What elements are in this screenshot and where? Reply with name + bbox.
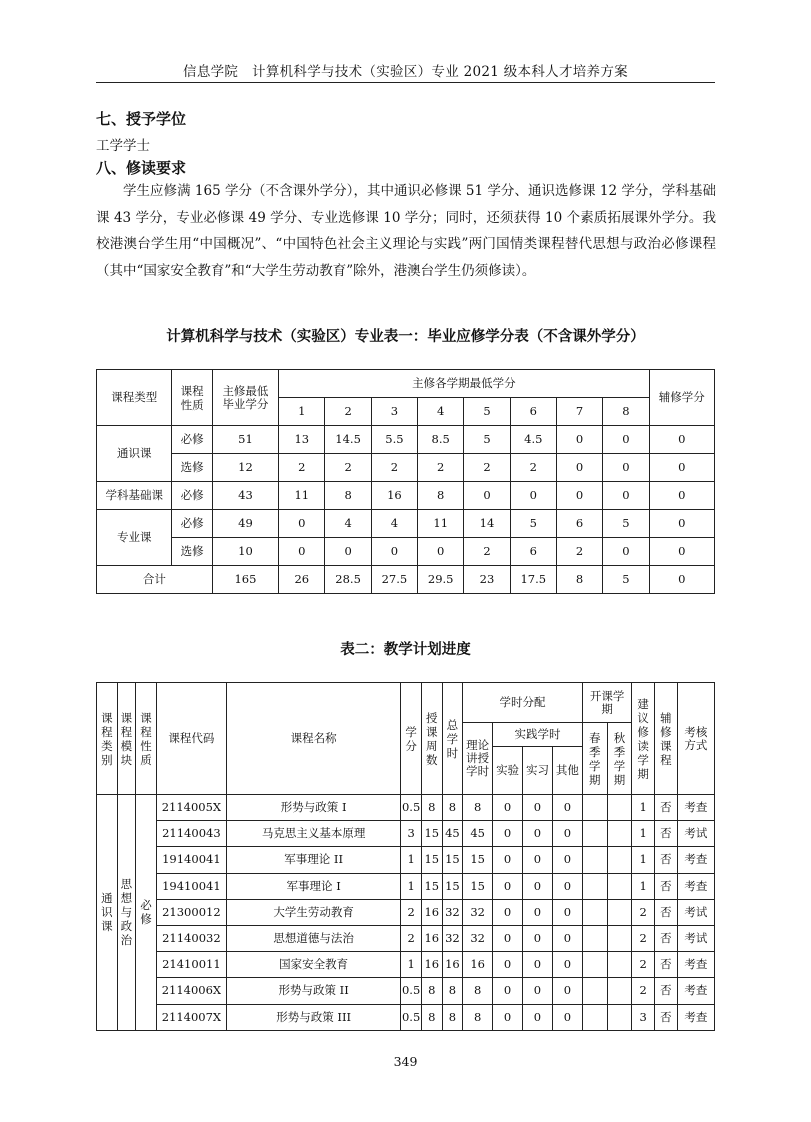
header-autumn-text: 秋季学期 xyxy=(613,730,626,787)
semester-credit-cell: 6 xyxy=(556,510,602,538)
weeks-cell: 15 xyxy=(421,873,442,899)
semester-credit-cell: 2 xyxy=(464,454,510,482)
header-hours-group: 学时分配 xyxy=(463,683,583,723)
weeks-cell: 15 xyxy=(421,821,442,847)
spring-cell xyxy=(582,847,607,873)
total-semester-cell: 23 xyxy=(464,566,510,594)
weeks-cell: 8 xyxy=(421,978,442,1004)
course-type-cell: 学科基础课 xyxy=(97,482,172,510)
header-hours-text: 总学时 xyxy=(446,717,459,760)
header-course-nature xyxy=(172,370,212,426)
minor-credit-cell: 0 xyxy=(649,454,714,482)
course-code-cell: 21140032 xyxy=(156,925,226,951)
course-row xyxy=(97,952,715,978)
header-nature-text: 课程性质 xyxy=(140,710,152,767)
header-open-group xyxy=(582,683,632,723)
lecture-hours-cell: 16 xyxy=(463,952,493,978)
hours-cell: 15 xyxy=(442,873,463,899)
course-nature-cell: 必修 xyxy=(172,482,212,510)
header-semester-4: 4 xyxy=(418,398,464,426)
credits-row xyxy=(97,482,715,510)
total-semester-cell: 8 xyxy=(556,566,602,594)
course-row xyxy=(97,795,715,821)
semester-credit-cell: 0 xyxy=(279,538,325,566)
minor-credit-cell: 0 xyxy=(649,538,714,566)
internship-cell: 0 xyxy=(523,795,553,821)
course-row xyxy=(97,1004,715,1030)
other-cell: 0 xyxy=(552,873,582,899)
semester-credit-cell: 5 xyxy=(464,426,510,454)
header-experiment: 实验 xyxy=(493,747,523,795)
header-hours xyxy=(442,683,463,795)
experiment-cell: 0 xyxy=(493,899,523,925)
autumn-cell xyxy=(607,925,632,951)
min-credits-cell: 51 xyxy=(212,426,278,454)
semester-credit-cell: 0 xyxy=(418,538,464,566)
page-header: 信息学院 计算机科学与技术（实验区）专业 2021 级本科人才培养方案 xyxy=(183,64,628,80)
semester-credit-cell: 0 xyxy=(556,454,602,482)
hours-cell: 8 xyxy=(442,978,463,1004)
header-minor-text: 辅修课程 xyxy=(660,710,672,767)
semester-credit-cell: 0 xyxy=(603,482,649,510)
course-code-cell: 21300012 xyxy=(156,899,226,925)
other-cell: 0 xyxy=(552,952,582,978)
experiment-cell: 0 xyxy=(493,1004,523,1030)
course-code-cell: 21410011 xyxy=(156,952,226,978)
suggested-semester-cell: 1 xyxy=(632,795,655,821)
autumn-cell xyxy=(607,873,632,899)
header-name: 课程名称 xyxy=(226,683,400,795)
weeks-cell: 16 xyxy=(421,925,442,951)
semester-credit-cell: 0 xyxy=(556,482,602,510)
credit-cell: 2 xyxy=(401,899,422,925)
group-module-text: 思想与政治 xyxy=(120,877,133,948)
course-name-cell: 形势与政策 I xyxy=(226,795,400,821)
header-suggested xyxy=(632,683,655,795)
min-credits-cell: 10 xyxy=(212,538,278,566)
lecture-hours-cell: 32 xyxy=(463,899,493,925)
header-internship: 实习 xyxy=(523,747,553,795)
course-type-cell: 通识课 xyxy=(97,426,172,482)
header-module-text: 课程模块 xyxy=(120,710,133,767)
header-credit xyxy=(401,683,422,795)
other-cell: 0 xyxy=(552,1004,582,1030)
spring-cell xyxy=(582,873,607,899)
credits-table xyxy=(96,369,715,594)
experiment-cell: 0 xyxy=(493,925,523,951)
semester-credit-cell: 0 xyxy=(279,510,325,538)
min-credits-cell: 43 xyxy=(212,482,278,510)
section-7-content: 工学学士 xyxy=(96,138,150,154)
semester-credit-cell: 0 xyxy=(325,538,371,566)
semester-credit-cell: 11 xyxy=(279,482,325,510)
semester-credit-cell: 5 xyxy=(510,510,556,538)
exam-method-cell: 考查 xyxy=(677,952,714,978)
lecture-hours-cell: 8 xyxy=(463,978,493,1004)
internship-cell: 0 xyxy=(523,952,553,978)
semester-credit-cell: 2 xyxy=(325,454,371,482)
header-weeks xyxy=(421,683,442,795)
minor-course-cell: 否 xyxy=(655,1004,678,1030)
header-spring-text: 春季学期 xyxy=(588,730,601,787)
exam-method-cell: 考试 xyxy=(677,925,714,951)
header-minor-credits: 辅修学分 xyxy=(649,370,714,426)
group-nature-cell xyxy=(136,795,157,1031)
total-label-cell: 合计 xyxy=(97,566,213,594)
hours-cell: 45 xyxy=(442,821,463,847)
hours-cell: 32 xyxy=(442,925,463,951)
other-cell: 0 xyxy=(552,899,582,925)
header-course-nature-text: 课程性质 xyxy=(180,383,204,412)
exam-method-cell: 考查 xyxy=(677,873,714,899)
minor-course-cell: 否 xyxy=(655,952,678,978)
header-min-credits-text: 主修最低毕业学分 xyxy=(222,383,269,411)
suggested-semester-cell: 1 xyxy=(632,847,655,873)
group-nature-text: 必修 xyxy=(140,898,152,927)
credits-row xyxy=(97,538,715,566)
course-row xyxy=(97,847,715,873)
header-rule xyxy=(96,82,715,83)
experiment-cell: 0 xyxy=(493,847,523,873)
group-category-text: 通识课 xyxy=(101,891,113,934)
semester-credit-cell: 13 xyxy=(279,426,325,454)
teaching-plan-table xyxy=(96,682,715,1031)
semester-credit-cell: 11 xyxy=(418,510,464,538)
course-nature-cell: 必修 xyxy=(172,426,212,454)
group-category-cell xyxy=(97,795,118,1031)
total-semester-cell: 28.5 xyxy=(325,566,371,594)
internship-cell: 0 xyxy=(523,847,553,873)
internship-cell: 0 xyxy=(523,899,553,925)
internship-cell: 0 xyxy=(523,873,553,899)
course-name-cell: 思想道德与法治 xyxy=(226,925,400,951)
course-name-cell: 军事理论 I xyxy=(226,873,400,899)
spring-cell xyxy=(582,795,607,821)
credit-cell: 1 xyxy=(401,847,422,873)
autumn-cell xyxy=(607,795,632,821)
other-cell: 0 xyxy=(552,795,582,821)
credit-cell: 3 xyxy=(401,821,422,847)
spring-cell xyxy=(582,821,607,847)
course-nature-cell: 选修 xyxy=(172,538,212,566)
experiment-cell: 0 xyxy=(493,795,523,821)
header-autumn xyxy=(607,723,632,795)
credits-row xyxy=(97,510,715,538)
course-code-cell: 2114005X xyxy=(156,795,226,821)
credit-cell: 0.5 xyxy=(401,978,422,1004)
credits-total-row xyxy=(97,566,715,594)
section-8-paragraph: 学生应修满 165 学分（不含课外学分），其中通识必修课 51 学分、通识选修课 12 学分，学科基础课 43 学分，专业必修课 49 学分、专业选修课 10 学分；同时，还须获得 10 个素质拓展课外学分。我校港澳台学生用“中国概况”、“中国特色社会主义理论与实践”两门国情类课程替代思想与政治必修课程（其中“国家安全教育”和“大学生劳动教育”除外，港澳台学生仍须修读）。 xyxy=(96,183,716,279)
header-semester-8: 8 xyxy=(603,398,649,426)
suggested-semester-cell: 1 xyxy=(632,821,655,847)
total-credits-cell: 165 xyxy=(212,566,278,594)
semester-credit-cell: 5 xyxy=(603,510,649,538)
course-code-cell: 2114007X xyxy=(156,1004,226,1030)
credit-cell: 1 xyxy=(401,952,422,978)
suggested-semester-cell: 2 xyxy=(632,978,655,1004)
header-open-group-text: 开课学期 xyxy=(589,688,625,716)
credit-cell: 2 xyxy=(401,925,422,951)
internship-cell: 0 xyxy=(523,821,553,847)
internship-cell: 0 xyxy=(523,925,553,951)
total-semester-cell: 27.5 xyxy=(371,566,417,594)
course-name-cell: 马克思主义基本原理 xyxy=(226,821,400,847)
minor-course-cell: 否 xyxy=(655,899,678,925)
section-8-title: 八、修读要求 xyxy=(96,159,187,177)
minor-course-cell: 否 xyxy=(655,978,678,1004)
semester-credit-cell: 4 xyxy=(325,510,371,538)
hours-cell: 32 xyxy=(442,899,463,925)
suggested-semester-cell: 1 xyxy=(632,873,655,899)
minor-credit-cell: 0 xyxy=(649,482,714,510)
autumn-cell xyxy=(607,847,632,873)
minor-course-cell: 否 xyxy=(655,795,678,821)
autumn-cell xyxy=(607,952,632,978)
spring-cell xyxy=(582,978,607,1004)
total-semester-cell: 17.5 xyxy=(510,566,556,594)
header-lecture xyxy=(463,723,493,795)
experiment-cell: 0 xyxy=(493,873,523,899)
credit-cell: 0.5 xyxy=(401,795,422,821)
total-minor-cell: 0 xyxy=(649,566,714,594)
autumn-cell xyxy=(607,899,632,925)
course-code-cell: 21140043 xyxy=(156,821,226,847)
header-category-text: 课程类别 xyxy=(101,710,113,767)
semester-credit-cell: 0 xyxy=(464,482,510,510)
autumn-cell xyxy=(607,821,632,847)
header-spring xyxy=(582,723,607,795)
group-module-cell xyxy=(117,795,136,1031)
header-minor xyxy=(655,683,678,795)
header-exam xyxy=(677,683,714,795)
semester-credit-cell: 0 xyxy=(510,482,556,510)
minor-course-cell: 否 xyxy=(655,873,678,899)
semester-credit-cell: 14 xyxy=(464,510,510,538)
course-name-cell: 形势与政策 III xyxy=(226,1004,400,1030)
header-semester-3: 3 xyxy=(371,398,417,426)
header-weeks-text: 授课周数 xyxy=(426,710,438,767)
semester-credit-cell: 2 xyxy=(371,454,417,482)
course-name-cell: 形势与政策 II xyxy=(226,978,400,1004)
semester-credit-cell: 4.5 xyxy=(510,426,556,454)
other-cell: 0 xyxy=(552,978,582,1004)
spring-cell xyxy=(582,899,607,925)
other-cell: 0 xyxy=(552,821,582,847)
course-nature-cell: 必修 xyxy=(172,510,212,538)
spring-cell xyxy=(582,952,607,978)
header-nature xyxy=(136,683,157,795)
minor-course-cell: 否 xyxy=(655,925,678,951)
lecture-hours-cell: 8 xyxy=(463,1004,493,1030)
lecture-hours-cell: 8 xyxy=(463,795,493,821)
other-cell: 0 xyxy=(552,847,582,873)
spring-cell xyxy=(582,925,607,951)
credits-row xyxy=(97,454,715,482)
lecture-hours-cell: 15 xyxy=(463,873,493,899)
course-row xyxy=(97,925,715,951)
suggested-semester-cell: 2 xyxy=(632,952,655,978)
header-semester-6: 6 xyxy=(510,398,556,426)
page-number: 349 xyxy=(393,1054,418,1069)
semester-credit-cell: 2 xyxy=(279,454,325,482)
semester-credit-cell: 5.5 xyxy=(371,426,417,454)
hours-cell: 8 xyxy=(442,1004,463,1030)
semester-credit-cell: 2 xyxy=(418,454,464,482)
semester-credit-cell: 0 xyxy=(603,426,649,454)
header-other: 其他 xyxy=(552,747,582,795)
header-semester-2: 2 xyxy=(325,398,371,426)
lecture-hours-cell: 45 xyxy=(463,821,493,847)
lecture-hours-cell: 32 xyxy=(463,925,493,951)
table2-caption: 表二：教学计划进度 xyxy=(340,642,471,658)
course-name-cell: 军事理论 II xyxy=(226,847,400,873)
minor-course-cell: 否 xyxy=(655,821,678,847)
exam-method-cell: 考查 xyxy=(677,1004,714,1030)
semester-credit-cell: 16 xyxy=(371,482,417,510)
section-7-title: 七、授予学位 xyxy=(96,110,187,128)
minor-credit-cell: 0 xyxy=(649,510,714,538)
course-code-cell: 2114006X xyxy=(156,978,226,1004)
header-semester-7: 7 xyxy=(556,398,602,426)
suggested-semester-cell: 3 xyxy=(632,1004,655,1030)
suggested-semester-cell: 2 xyxy=(632,899,655,925)
autumn-cell xyxy=(607,1004,632,1030)
semester-credit-cell: 2 xyxy=(556,538,602,566)
exam-method-cell: 考查 xyxy=(677,847,714,873)
suggested-semester-cell: 2 xyxy=(632,925,655,951)
course-code-cell: 19410041 xyxy=(156,873,226,899)
experiment-cell: 0 xyxy=(493,821,523,847)
header-semester-5: 5 xyxy=(464,398,510,426)
header-course-type: 课程类型 xyxy=(97,370,172,426)
experiment-cell: 0 xyxy=(493,952,523,978)
course-type-cell: 专业课 xyxy=(97,510,172,566)
course-nature-cell: 选修 xyxy=(172,454,212,482)
total-semester-cell: 5 xyxy=(603,566,649,594)
hours-cell: 8 xyxy=(442,795,463,821)
table1-caption: 计算机科学与技术（实验区）专业表一：毕业应修学分表（不含课外学分） xyxy=(166,329,645,345)
weeks-cell: 16 xyxy=(421,952,442,978)
header-lecture-text: 理论讲授学时 xyxy=(466,738,490,778)
credit-cell: 0.5 xyxy=(401,1004,422,1030)
lecture-hours-cell: 15 xyxy=(463,847,493,873)
semester-credit-cell: 0 xyxy=(603,538,649,566)
exam-method-cell: 考查 xyxy=(677,978,714,1004)
header-semester-group: 主修各学期最低学分 xyxy=(279,370,649,398)
exam-method-cell: 考试 xyxy=(677,899,714,925)
internship-cell: 0 xyxy=(523,1004,553,1030)
header-semester-1: 1 xyxy=(279,398,325,426)
course-row xyxy=(97,899,715,925)
semester-credit-cell: 8 xyxy=(325,482,371,510)
course-name-cell: 大学生劳动教育 xyxy=(226,899,400,925)
hours-cell: 16 xyxy=(442,952,463,978)
minor-course-cell: 否 xyxy=(655,847,678,873)
exam-method-cell: 考试 xyxy=(677,821,714,847)
course-name-cell: 国家安全教育 xyxy=(226,952,400,978)
semester-credit-cell: 2 xyxy=(464,538,510,566)
course-row xyxy=(97,821,715,847)
other-cell: 0 xyxy=(552,925,582,951)
credits-row xyxy=(97,426,715,454)
semester-credit-cell: 6 xyxy=(510,538,556,566)
semester-credit-cell: 2 xyxy=(510,454,556,482)
min-credits-cell: 49 xyxy=(212,510,278,538)
experiment-cell: 0 xyxy=(493,978,523,1004)
header-module xyxy=(117,683,136,795)
header-min-credits xyxy=(212,370,278,426)
total-semester-cell: 26 xyxy=(279,566,325,594)
header-suggested-text: 建议修读学期 xyxy=(637,696,649,781)
min-credits-cell: 12 xyxy=(212,454,278,482)
hours-cell: 15 xyxy=(442,847,463,873)
weeks-cell: 15 xyxy=(421,847,442,873)
header-category xyxy=(97,683,118,795)
course-code-cell: 19140041 xyxy=(156,847,226,873)
header-code: 课程代码 xyxy=(156,683,226,795)
semester-credit-cell: 0 xyxy=(603,454,649,482)
semester-credit-cell: 0 xyxy=(556,426,602,454)
internship-cell: 0 xyxy=(523,978,553,1004)
course-row xyxy=(97,873,715,899)
exam-method-cell: 考查 xyxy=(677,795,714,821)
weeks-cell: 16 xyxy=(421,899,442,925)
total-semester-cell: 29.5 xyxy=(418,566,464,594)
semester-credit-cell: 4 xyxy=(371,510,417,538)
weeks-cell: 8 xyxy=(421,795,442,821)
course-row xyxy=(97,978,715,1004)
header-exam-text: 考核方式 xyxy=(684,724,708,752)
weeks-cell: 8 xyxy=(421,1004,442,1030)
semester-credit-cell: 14.5 xyxy=(325,426,371,454)
header-credit-text: 学分 xyxy=(405,724,417,753)
semester-credit-cell: 8 xyxy=(418,482,464,510)
minor-credit-cell: 0 xyxy=(649,426,714,454)
autumn-cell xyxy=(607,978,632,1004)
semester-credit-cell: 0 xyxy=(371,538,417,566)
spring-cell xyxy=(582,1004,607,1030)
credit-cell: 1 xyxy=(401,873,422,899)
header-practice-group: 实践学时 xyxy=(493,723,583,747)
semester-credit-cell: 8.5 xyxy=(418,426,464,454)
